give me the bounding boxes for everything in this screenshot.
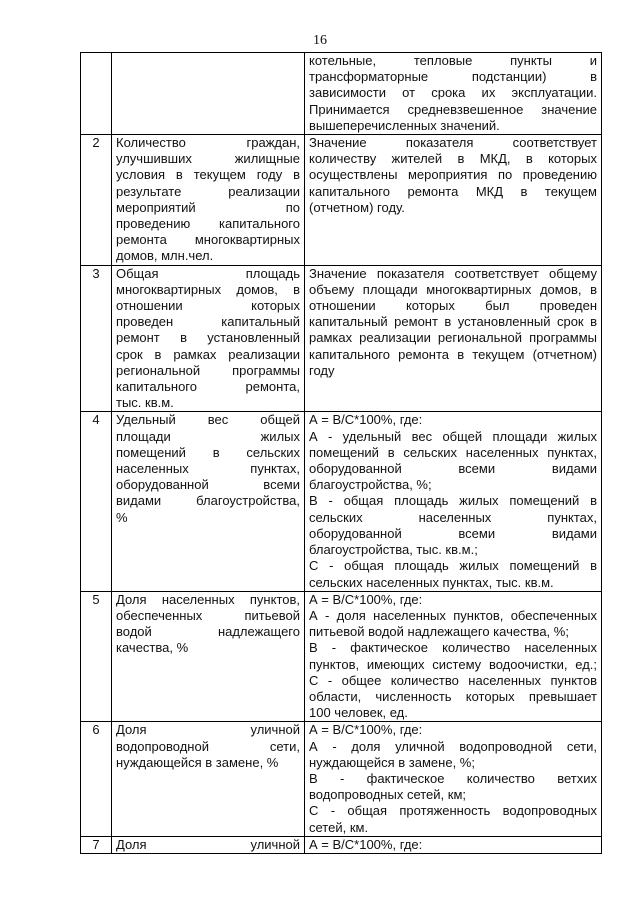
row-number: 2 [81, 135, 112, 266]
indicator-method-line: А = В/С*100%, где: [309, 591, 423, 607]
indicator-name-line: ремонт в установленный [116, 330, 300, 346]
indicator-name [112, 412, 305, 591]
indicator-method-line: благоустройства, тыс. кв.м.; [309, 542, 478, 558]
indicator-name-line: водой надлежащего [116, 624, 300, 640]
indicator-name-line: домов, млн.чел. [116, 248, 214, 264]
indicator-method-line: А = В/С*100%, где: [309, 836, 423, 852]
indicator-method-line: В - фактическое количество населенных [309, 640, 597, 656]
indicator-method-line: оборудованной всеми видами [309, 461, 597, 477]
indicator-name [112, 722, 305, 836]
indicator-method-line: помещений в сельских населенных пунктах, [309, 444, 597, 460]
indicator-name-line: многоквартирных домов, в [116, 281, 300, 297]
indicator-name [112, 53, 305, 135]
indicator-method-line: В - общая площадь жилых помещений в [309, 493, 597, 509]
indicator-method-line: рамках реализации региональной программы [309, 330, 597, 346]
indicator-name-line: % [116, 509, 128, 525]
indicator-method-line: А = В/С*100%, где: [309, 412, 423, 428]
indicator-name-line: отношении которых [116, 298, 300, 314]
row-number: 4 [81, 412, 112, 591]
indicator-name-line: обеспеченных питьевой [116, 607, 300, 623]
indicator-name-line: улучшивших жилищные [116, 151, 300, 167]
indicator-name [112, 135, 305, 266]
indicator-method-line: сельских населенных пунктах, тыс. кв.м. [309, 574, 554, 590]
indicator-name-line: водопроводной сети, [116, 738, 300, 754]
indicator-name-line: Доля уличной [116, 722, 300, 738]
indicator-method-line: осуществлены мероприятия по проведению [309, 167, 597, 183]
table-row [81, 135, 602, 266]
indicator-name-line: Количество граждан, [116, 135, 300, 151]
indicator-method-line: водопроводных сетей, км; [309, 787, 467, 803]
indicator-method-line: А - удельный вес общей площади жилых [309, 428, 597, 444]
indicator-name-line: тыс. кв.м. [116, 395, 174, 411]
indicator-name-line: Удельный вес общей [116, 412, 300, 428]
indicator-method-line: Принимается средневзвешенное значение [309, 101, 597, 117]
indicator-method-line: пунктов, имеющих систему водоочистки, ед.; [309, 656, 597, 672]
indicator-name-line: населенных пунктах, [116, 461, 300, 477]
indicator-method-line: капитального ремонта в текущем (отчетном) [309, 346, 597, 362]
indicator-method-line: Значение показателя соответствует [309, 135, 597, 151]
indicator-name-line: проведен капитальный [116, 314, 300, 330]
indicator-name [112, 591, 305, 722]
page-number: 16 [313, 33, 327, 48]
indicator-method [305, 836, 602, 853]
indicator-method-line: А - доля населенных пунктов, обеспеченных [309, 607, 597, 623]
indicator-method-line: зависимости от срока их эксплуатации. [309, 85, 597, 101]
indicator-method [305, 591, 602, 722]
indicator-method-line: питьевой водой надлежащего качества, %; [309, 624, 569, 640]
table-row [81, 412, 602, 591]
indicator-name-line: Доля уличной [116, 836, 300, 852]
indicator-name-line: ремонта многоквартирных [116, 232, 300, 248]
indicator-method-line: отношении которых был проведен [309, 298, 597, 314]
indicator-name-line: региональной программы [116, 362, 300, 378]
table-row [81, 722, 602, 836]
indicator-name-line: Общая площадь [116, 265, 300, 281]
indicator-name-line: нуждающейся в замене, % [116, 754, 279, 770]
table-row [81, 53, 602, 135]
indicator-method-line: 100 человек, ед. [309, 705, 408, 721]
indicator-method-line: количеству жителей в МКД, в которых [309, 151, 597, 167]
indicator-method-line: капитального ремонта МКД в текущем [309, 183, 597, 199]
indicator-method-line: С - общая протяженность водопроводных [309, 803, 597, 819]
row-number: 7 [81, 836, 112, 853]
indicator-table [80, 52, 602, 854]
indicator-table-body [81, 53, 602, 854]
indicator-method [305, 265, 602, 412]
indicator-name-line: качества, % [116, 640, 189, 656]
indicator-method-line: А - доля уличной водопроводной сети, [309, 738, 597, 754]
indicator-method-line: вышеперечисленных значений. [309, 117, 500, 133]
indicator-name-line: помещений в сельских [116, 444, 300, 460]
indicator-name-line: площади жилых [116, 428, 300, 444]
row-number: 5 [81, 591, 112, 722]
indicator-name-line: оборудованной всеми [116, 477, 300, 493]
indicator-name-line: видами благоустройства, [116, 493, 300, 509]
indicator-method-line: А = В/С*100%, где: [309, 722, 423, 738]
indicator-method-line: нуждающейся в замене, %; [309, 754, 475, 770]
indicator-method-line: трансформаторные подстанции) в [309, 69, 597, 85]
indicator-name-line: мероприятий по [116, 199, 300, 215]
indicator-name-line: результате реализации [116, 183, 300, 199]
indicator-name-line: срок в рамках реализации [116, 346, 300, 362]
indicator-name [112, 836, 305, 853]
indicator-method-line: котельные, тепловые пункты и [309, 53, 597, 68]
indicator-method-line: объему площади многоквартирных домов, в [309, 281, 597, 297]
indicator-name-line: Доля населенных пунктов, [116, 591, 300, 607]
indicator-method-line: оборудованной всеми видами [309, 525, 597, 541]
row-number: 3 [81, 265, 112, 412]
indicator-method-line: благоустройства, %; [309, 477, 432, 493]
indicator-method-line: сельских населенных пунктах, [309, 509, 597, 525]
indicator-method-line: сетей, км. [309, 819, 369, 835]
indicator-method-line: С - общее количество населенных пунктов [309, 672, 597, 688]
indicator-method [305, 53, 602, 135]
table-row [81, 836, 602, 853]
indicator-method-line: году [309, 362, 335, 378]
table-row [81, 265, 602, 412]
indicator-name-line: условия в текущем году в [116, 167, 300, 183]
indicator-name-line: проведению капитального [116, 216, 300, 232]
indicator-name-line: капитального ремонта, [116, 379, 300, 395]
indicator-method-line: В - фактическое количество ветхих [309, 770, 597, 786]
indicator-name [112, 265, 305, 412]
table-row [81, 591, 602, 722]
indicator-method-line: Значение показателя соответствует общему [309, 265, 597, 281]
indicator-method [305, 135, 602, 266]
indicator-method [305, 722, 602, 836]
row-number [81, 53, 112, 135]
indicator-method-line: капитальный ремонт в установленный срок в [309, 314, 597, 330]
indicator-method [305, 412, 602, 591]
indicator-method-line: области, численность которых превышает [309, 688, 597, 704]
indicator-method-line: (отчетном) году. [309, 199, 405, 215]
indicator-method-line: С - общая площадь жилых помещений в [309, 558, 597, 574]
row-number: 6 [81, 722, 112, 836]
